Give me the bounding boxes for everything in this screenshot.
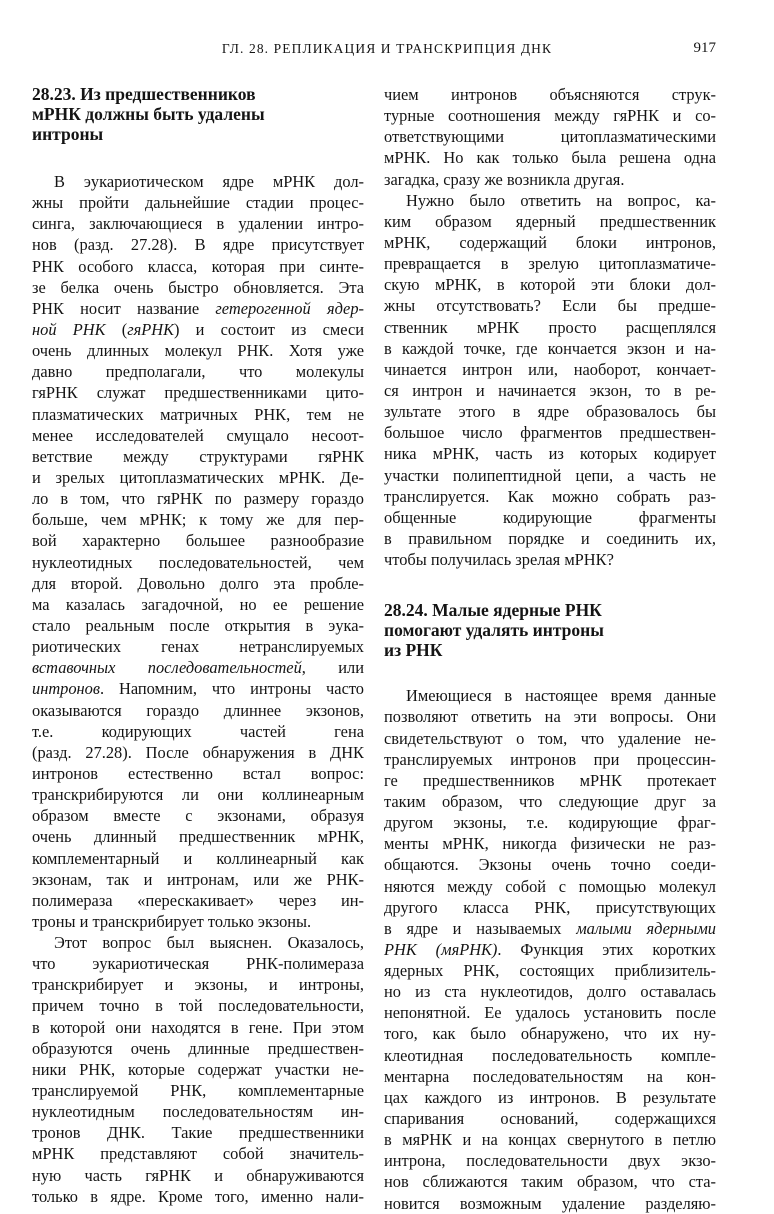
text-line: чтобы получилась зрелая мРНК? <box>384 550 614 570</box>
text-line: тронов ДНК. Такие предшественники <box>32 1123 364 1143</box>
text-line: превращается в зрелую цитоплазматиче- <box>384 254 716 274</box>
text-line: транскрибируются ли они коллинеарным <box>32 785 364 805</box>
text-line: ло в том, что гяРНК по размеру гораздо <box>32 489 364 509</box>
text-line: экзонам, так и интронам, или же РНК- <box>32 869 364 889</box>
text-line: интронов. Напомним, что интроны часто <box>32 679 364 699</box>
section-heading-line: из РНК <box>384 640 443 661</box>
text-line: для второй. Довольно долго эта пробле- <box>32 573 364 593</box>
paragraph-question-resolved <box>32 932 364 1207</box>
text-line: ника мРНК, часть из которых кодирует <box>384 444 716 464</box>
section-heading-line: 28.23. Из предшественников <box>32 84 256 104</box>
section-heading-line: помогают удалять интроны <box>384 620 604 641</box>
text-line: Нужно было ответить на вопрос, ка- <box>406 190 716 210</box>
text-line: транслируемых интронов при процессин- <box>384 749 716 769</box>
text-line: риотических генах нетранслируемых <box>32 637 364 657</box>
text-line: в каждой точке, где кончается экзон и на- <box>384 338 716 358</box>
text-line: РНК (мяРНК). Функция этих коротких <box>384 939 716 959</box>
text-line: вой характерно большее разнообразие <box>32 531 364 551</box>
page-number: 917 <box>693 40 716 56</box>
text-line: нуклеотидных последовательностей, чем <box>32 552 364 572</box>
italic-term: ной РНК <box>32 319 106 339</box>
text-line: образом вместе с экзонами, образуя <box>32 806 364 826</box>
text-line: давно предполагали, что молекулы <box>32 362 364 382</box>
italic-term: интронов <box>32 679 100 699</box>
text-line: свидетельствуют о том, что удаление не- <box>384 728 716 748</box>
text-line: другом экзоны, т.е. кодирующие фраг- <box>384 813 716 833</box>
text-line: клеотидная последовательность компле- <box>384 1045 716 1065</box>
text-line: новится возможным удаление разделяю- <box>384 1193 716 1213</box>
text-line: вставочных последовательностей, или <box>32 658 364 678</box>
text-line: РНК носит название гетерогенной ядер- <box>32 298 364 318</box>
text-line: транскрибирует и экзоны, и интроны, <box>32 975 364 995</box>
text-line: мРНК. Но как только была решена одна <box>384 148 716 168</box>
text-line: зе белка очень быстро обновляется. Эта <box>32 277 364 297</box>
italic-term: малыми ядерными <box>576 918 716 938</box>
text-line: другого класса РНК, присутствующих <box>384 897 716 917</box>
text-line: менты мРНК, никогда физически не раз- <box>384 834 716 854</box>
text-line: непонятной. Ее удалось установить после <box>384 1003 716 1023</box>
text-line: цах каждого из интронов. В результате <box>384 1087 716 1107</box>
text-line: в которой они находятся в гене. При этом <box>32 1017 364 1037</box>
paragraph-continuation <box>384 84 716 190</box>
italic-term: гяРНК <box>127 319 174 339</box>
text-line: общенные кодирующие фрагменты <box>384 507 716 527</box>
text-line: ма казалась загадочной, но ее решение <box>32 594 364 614</box>
text-line: нов (разд. 27.28). В ядре присутствует <box>32 235 364 255</box>
text-line: ной РНК (гяРНК) и состоит из смеси <box>32 319 364 339</box>
text-line: интрона, последовательности двух экзо- <box>384 1151 716 1171</box>
text-line: няются между собой с помощью молекул <box>384 876 716 896</box>
text-line: РНК особого класса, которая при синте- <box>32 256 364 276</box>
text-line: чием интронов объясняются струк- <box>384 85 716 104</box>
text-line: Этот вопрос был выяснен. Оказалось, <box>54 933 364 953</box>
text-line: нуклеотидным последовательностям ин- <box>32 1102 364 1122</box>
section-heading-line: мРНК должны быть удалены <box>32 104 265 124</box>
text-line: жны пройти дальнейшие стадии процес- <box>32 193 364 213</box>
section-heading-line: интроны <box>32 124 104 144</box>
text-line: ся интрон и начинается экзон, то в ре- <box>384 380 716 400</box>
text-line: участки полипептидной цепи, а часть не <box>384 465 716 485</box>
text-line: позволяют ответить на эти вопросы. Они <box>384 707 716 727</box>
paragraph-snrna <box>384 685 716 1214</box>
text-line: нов сближаются таким образом, что ста- <box>384 1172 716 1192</box>
text-line: образуются очень длинные предшествен- <box>32 1038 364 1058</box>
chapter-running-title: ГЛ. 28. РЕПЛИКАЦИЯ И ТРАНСКРИПЦИЯ ДНК <box>221 41 553 56</box>
text-line: общаются. Экзоны очень точно соеди- <box>384 855 716 875</box>
section-heading-line: 28.24. Малые ядерные РНК <box>384 600 602 621</box>
text-line: зультате этого в ядре образовалось бы <box>384 402 716 422</box>
text-line: Имеющиеся в настоящее время данные <box>406 686 716 706</box>
text-line: В эукариотическом ядре мРНК дол- <box>54 172 364 191</box>
running-header <box>0 38 774 62</box>
text-line: и зрелых цитоплазматических мРНК. Де- <box>32 467 364 487</box>
text-line: больше, чем мРНК; к тому же для пер- <box>32 510 364 530</box>
text-line: в ядре и называемых малыми ядерными <box>384 918 716 938</box>
text-line: троны и транскрибирует только экзоны. <box>32 911 312 931</box>
text-line: комплементарный и коллинеарный как <box>32 848 364 868</box>
text-line: что эукариотическая РНК-полимераза <box>32 954 364 974</box>
text-line: гяРНК служат предшественниками цито- <box>32 383 364 403</box>
text-line: причем точно в той последовательности, <box>32 996 364 1016</box>
text-line: ники РНК, которые содержат участки не- <box>32 1059 364 1079</box>
italic-term: гетерогенной ядер- <box>215 298 364 318</box>
left-column <box>32 84 364 1207</box>
text-line: чинается интрон или, наоборот, кончает- <box>384 359 716 379</box>
italic-term: РНК (мяРНК) <box>384 939 498 959</box>
text-line: скую мРНК, в которой эти блоки дол- <box>384 275 716 295</box>
text-line: загадка, сразу же возникла другая. <box>384 169 625 189</box>
text-line: в мяРНК и на концах свернутого в петлю <box>384 1130 716 1150</box>
section-heading-28-23 <box>32 84 364 144</box>
text-line: очень длинный предшественник мРНК, <box>32 827 364 847</box>
right-column <box>384 84 716 1214</box>
text-line: очень длинных молекул РНК. Хотя уже <box>32 341 364 361</box>
text-line: (разд. 27.28). После обнаружения в ДНК <box>32 742 364 762</box>
text-line: мРНК представляют собой значитель- <box>32 1144 364 1164</box>
text-line: турные соотношения между гяРНК и со- <box>384 106 716 126</box>
text-line: ственник мРНК просто расщеплялся <box>384 317 716 337</box>
text-line: но из ста нуклеотидов, долго оставалась <box>384 982 716 1002</box>
text-line: большое число фрагментов предшествен- <box>384 423 716 443</box>
text-line: транслируемой РНК, комплементарные <box>32 1081 364 1101</box>
text-line: таким образом, что следующие друг за <box>384 791 716 811</box>
text-line: стало реальным после открытия в эука- <box>32 615 364 635</box>
paragraph-hnrna-intro <box>32 171 364 932</box>
text-line: ментарна последовательностям на кон- <box>384 1066 716 1086</box>
text-line: менее исследователей смущало несоот- <box>32 425 364 445</box>
text-line: транслируется. Как можно собрать раз- <box>384 486 716 506</box>
text-line: ким образом ядерный предшественник <box>384 211 716 231</box>
text-line: спаривания оснований, содержащихся <box>384 1109 716 1129</box>
text-line: полимераза «перескакивает» через ин- <box>32 890 364 910</box>
section-heading-28-24 <box>384 600 716 660</box>
italic-term: вставочных последовательностей <box>32 658 302 678</box>
text-line: ядерных РНК, состоящих приблизитель- <box>384 961 716 981</box>
text-line: плазматических матричных РНК, тем не <box>32 404 364 424</box>
text-line: ответствующими цитоплазматическими <box>384 127 716 147</box>
paragraph-precursor-question <box>384 190 716 571</box>
text-line: оказываются гораздо длиннее экзонов, <box>32 700 364 720</box>
text-line: ветствие между структурами гяРНК <box>32 446 364 466</box>
text-line: ге предшественников мРНК протекает <box>384 770 716 790</box>
text-line: только в ядре. Кроме того, именно нали- <box>32 1186 364 1206</box>
text-line: т.е. кодирующих частей гена <box>32 721 364 741</box>
text-line: жны отсутствовать? Если бы предше- <box>384 296 716 316</box>
text-line: синга, заключающиеся в удалении интро- <box>32 214 364 234</box>
text-line: интронов естественно встал вопрос: <box>32 763 364 783</box>
text-line: того, как было обнаружено, что их ну- <box>384 1024 716 1044</box>
text-line: в правильном порядке и соединить их, <box>384 528 716 548</box>
text-line: мРНК, содержащий блоки интронов, <box>384 232 716 252</box>
text-line: ную часть гяРНК и обнаруживаются <box>32 1165 364 1185</box>
